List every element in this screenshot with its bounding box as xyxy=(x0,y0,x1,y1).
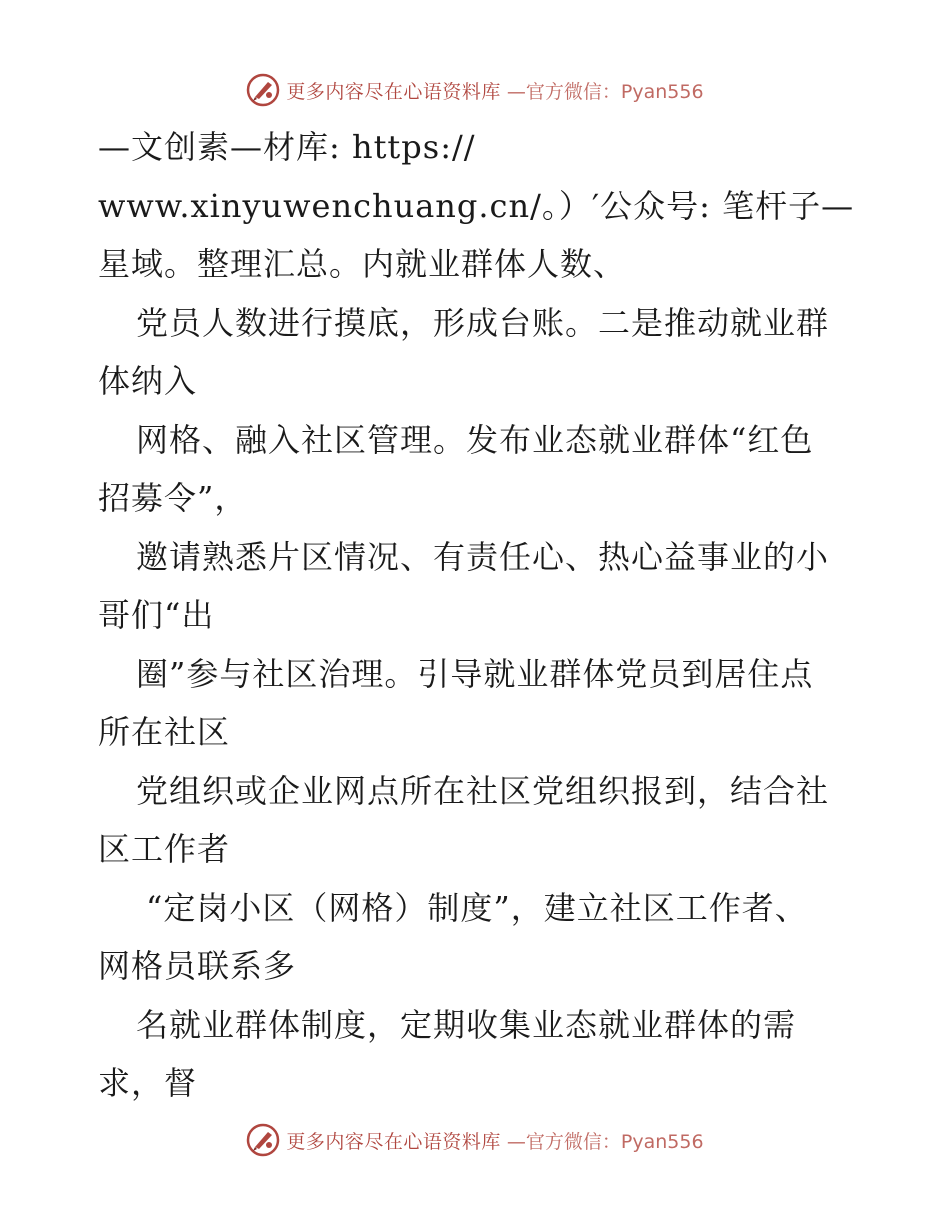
footer-banner xyxy=(0,1120,950,1160)
body-line: 党组织或企业网点所在社区党组织报到，结合社 xyxy=(136,771,830,810)
body-line: 名就业群体制度，定期收集业态就业群体的需 xyxy=(136,1005,797,1044)
body-line: 区工作者 xyxy=(98,830,231,868)
footer-wechat-text: —官方微信：Pyan556 xyxy=(506,1130,704,1153)
body-line: 所在社区 xyxy=(98,713,231,751)
body-line: 求，督 xyxy=(98,1064,198,1102)
body-line: 圈”参与社区治理。引导就业群体党员到居住点 xyxy=(136,654,814,693)
body-line: 网格员联系多 xyxy=(98,947,297,985)
header-wechat-text: —官方微信：Pyan556 xyxy=(506,80,704,103)
header-banner xyxy=(0,70,950,110)
body-line: 招募令”， xyxy=(98,479,248,517)
body-line: 邀请熟悉片区情况、有责任心、热心益事业的小 xyxy=(136,537,830,576)
body-line: 体纳入 xyxy=(98,362,198,400)
body-line: 哥们“出 xyxy=(98,596,215,634)
body-line: www.xinyuwenchuang.cn/。）′公众号: 笔杆子— xyxy=(98,186,855,225)
body-line: 党员人数进行摸底，形成台账。二是推动就业群 xyxy=(136,303,830,342)
body-line: “定岗小区（网格）制度”，建立社区工作者、 xyxy=(146,888,808,927)
document-body xyxy=(98,118,858,1113)
body-line: 网格、融入社区管理。发布业态就业群体“红色 xyxy=(136,420,814,459)
logo-icon xyxy=(246,1123,280,1157)
logo-icon xyxy=(246,73,280,107)
header-brand-text: 更多内容尽在心语资料库 xyxy=(286,80,501,103)
body-line: —文创素—材库: https:// xyxy=(98,128,476,166)
footer-brand-text: 更多内容尽在心语资料库 xyxy=(286,1130,501,1153)
body-line: 星域。整理汇总。内就业群体人数、 xyxy=(98,245,627,283)
